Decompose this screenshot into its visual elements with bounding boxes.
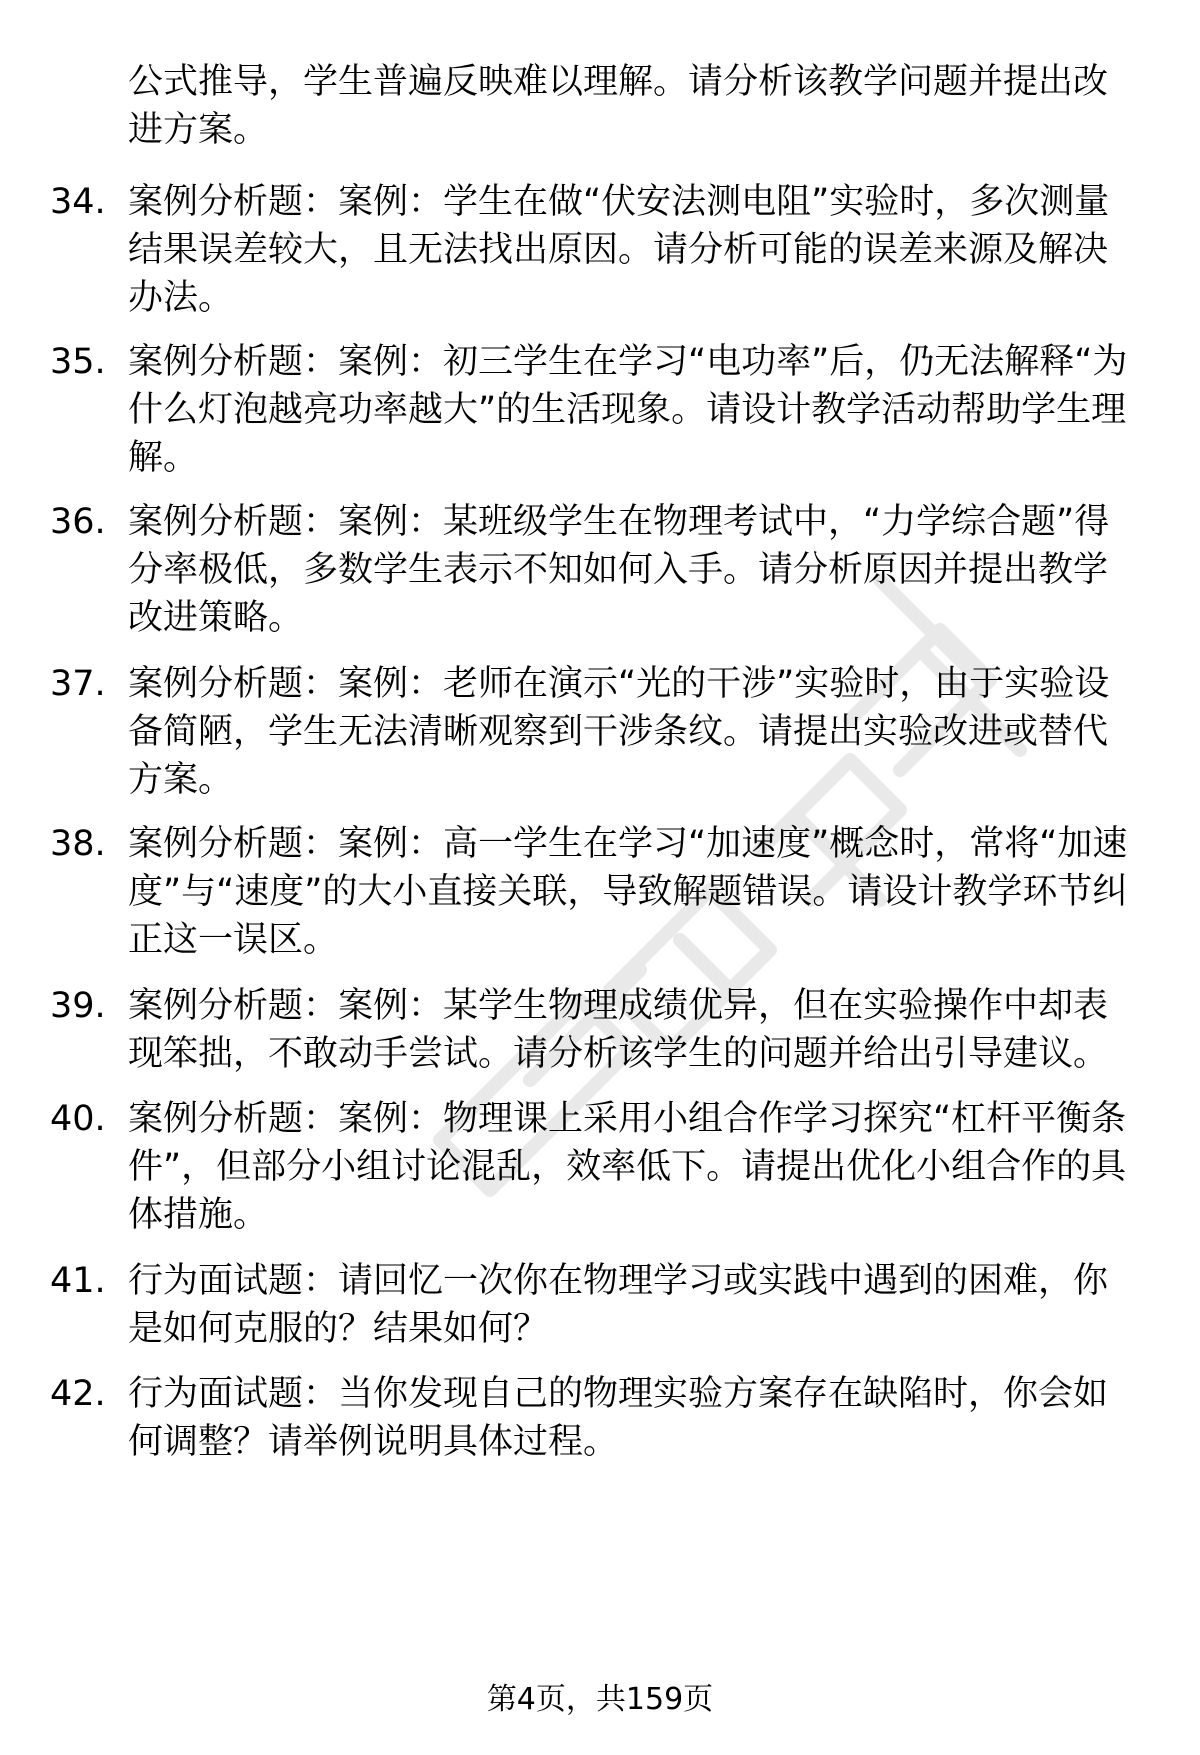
question-text: 案例分析题：案例：学生在做“伏安法测电阻”实验时，多次测量结果误差较大，且无法找出原因。请分析可能的误差来源及解决办法。 [128, 182, 1110, 318]
continuation-text: 公式推导，学生普遍反映难以理解。请分析该教学问题并提出改进方案。 [128, 62, 1109, 150]
question-number: 42. [50, 1374, 106, 1414]
question-number: 39. [50, 986, 106, 1026]
question-text: 案例分析题：案例：初三学生在学习“电功率”后，仍无法解释“为什么灯泡越亮功率越大”的生活现象。请设计教学活动帮助学生理解。 [128, 342, 1128, 478]
question-number: 41. [50, 1261, 106, 1301]
question-text: 案例分析题：案例：老师在演示“光的干涉”实验时，由于实验设备简陋，学生无法清晰观察到干涉条纹。请提出实验改进或替代方案。 [128, 664, 1110, 800]
page-footer: 第4页，共159页 [486, 1682, 714, 1717]
question-number: 34. [50, 182, 106, 222]
question-number: 36. [50, 502, 106, 542]
question-number: 37. [50, 664, 106, 704]
question-number: 35. [50, 342, 106, 382]
question-number: 38. [50, 824, 106, 864]
question-text: 案例分析题：案例：某班级学生在物理考试中，“力学综合题”得分率极低，多数学生表示不知如何入手。请分析原因并提出教学改进策略。 [128, 502, 1110, 638]
question-number: 40. [50, 1099, 106, 1139]
question-text: 案例分析题：案例：某学生物理成绩优异，但在实验操作中却表现笨拙，不敢动手尝试。请分析该学生的问题并给出引导建议。 [128, 986, 1109, 1074]
question-text: 行为面试题：当你发现自己的物理实验方案存在缺陷时，你会如何调整？请举例说明具体过程。 [128, 1374, 1109, 1462]
question-text: 案例分析题：案例：高一学生在学习“加速度”概念时，常将“加速度”与“速度”的大小直接关联，导致解题错误。请设计教学环节纠正这一误区。 [128, 824, 1128, 960]
question-text: 案例分析题：案例：物理课上采用小组合作学习探究“杠杆平衡条件”，但部分小组讨论混乱，效率低下。请提出优化小组合作的具体措施。 [128, 1099, 1127, 1235]
question-text: 行为面试题：请回忆一次你在物理学习或实践中遇到的困难，你是如何克服的？结果如何？ [128, 1261, 1109, 1349]
